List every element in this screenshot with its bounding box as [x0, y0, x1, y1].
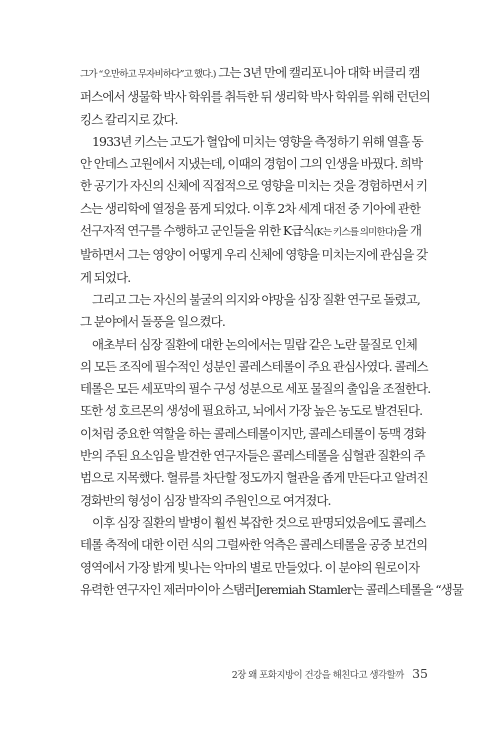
text-line — [80, 400, 434, 422]
text-run: 테롤 축적에 대한 이런 식의 그럴싸한 억측은 콜레스테롤을 공중 보건의 — [80, 537, 428, 553]
text-line — [80, 62, 434, 86]
text-line — [80, 131, 434, 153]
text-run: 킹스 칼리지로 갔다. — [80, 111, 178, 127]
text-run: 한 공기가 자신의 신체에 직접적으로 영향을 미치는 것을 경험하면서 키 — [80, 178, 428, 194]
text-run: 테롤은 모든 세포막의 필수 구성 성분으로 세포 물질의 출입을 조절한다. — [80, 381, 431, 397]
text-line — [80, 334, 434, 356]
text-run: 1933년 키스는 고도가 혈압에 미치는 영향을 측정하기 위해 열흘 동 — [92, 133, 423, 149]
text-line — [80, 534, 434, 556]
text-line — [80, 378, 434, 400]
text-run: 경화반의 형성이 심장 발작의 주원인으로 여겨졌다. — [80, 492, 331, 508]
text-run: 게 되었다. — [80, 269, 131, 285]
text-line — [80, 579, 464, 601]
text-line — [80, 220, 434, 244]
text-line — [80, 175, 434, 197]
text-run: 그는 3년 만에 캘리포니아 대학 버클리 캠 — [215, 65, 420, 80]
text-line — [80, 244, 434, 266]
text-line — [80, 86, 434, 108]
text-run: 발하면서 그는 영양이 어떻게 우리 신체에 영향을 미치는지에 관심을 갖 — [80, 247, 428, 263]
text-line — [80, 557, 434, 579]
text-run: 유력한 연구자인 제러마이아 스탬러Jeremiah Stamler는 콜레스테롤을 “생물 — [80, 581, 464, 597]
text-line — [80, 423, 434, 445]
text-run: 애초부터 심장 질환에 대한 논의에서는 밀랍 같은 노란 물질로 인체 — [92, 336, 417, 352]
text-run: 퍼스에서 생물학 박사 학위를 취득한 뒤 생리학 박사 학위를 위해 런던의 — [80, 89, 430, 105]
text-line — [80, 512, 434, 534]
text-line — [80, 109, 434, 131]
body-text — [80, 62, 464, 601]
text-run: 의 모든 조직에 필수적인 성분인 콜레스테롤이 주요 관심사였다. 콜레스 — [80, 358, 428, 374]
text-line — [80, 467, 434, 489]
text-run: 또한 성 호르몬의 생성에 필요하고, 뇌에서 가장 높은 농도로 발견된다. — [80, 403, 423, 419]
text-line — [80, 445, 434, 467]
text-run: 안 안데스 고원에서 지냈는데, 이때의 경험이 그의 인생을 바꿨다. 희박 — [80, 156, 423, 172]
text-run: 반의 주된 요소임을 발견한 연구자들은 콜레스테롤을 심혈관 질환의 주 — [80, 448, 425, 464]
text-line — [80, 198, 434, 220]
text-run: 이처럼 중요한 역할을 하는 콜레스테롤이지만, 콜레스테롤이 동맥 경화 — [80, 425, 426, 441]
text-line — [80, 267, 434, 289]
page-footer — [232, 666, 428, 681]
text-line — [80, 356, 434, 378]
text-line — [80, 153, 434, 175]
page-number: 35 — [412, 666, 428, 681]
text-line — [80, 490, 434, 512]
text-line — [80, 311, 434, 333]
text-run: 을 개 — [396, 223, 422, 239]
text-run: 범으로 지목했다. 혈류를 차단할 정도까지 혈관을 좁게 만든다고 알려진 — [80, 470, 428, 486]
small-text-run: (K는 키스를 의미한다) — [313, 227, 397, 239]
text-line — [80, 289, 434, 311]
text-run: 스는 생리학에 열정을 품게 되었다. 이후 2차 세계 대전 중 기아에 관한 — [80, 200, 421, 216]
running-footer-chapter: 2장 왜 포화지방이 건강을 해친다고 생각할까 — [231, 670, 404, 681]
text-run: 이후 심장 질환의 발병이 훨씬 복잡한 것으로 판명되었음에도 콜레스 — [92, 514, 426, 530]
text-run: 선구자적 연구를 수행하고 군인들을 위한 K급식 — [80, 223, 314, 239]
text-run: 영역에서 가장 밝게 빛나는 악마의 별로 만들었다. 이 분야의 원로이자 — [80, 559, 420, 575]
small-text-run: 그가 “오만하고 무자비하다”고 했다.) — [80, 69, 216, 80]
text-run: 그 분야에서 돌풍을 일으켰다. — [80, 314, 225, 330]
text-run: 그리고 그는 자신의 불굴의 의지와 야망을 심장 질환 연구로 돌렸고, — [92, 291, 420, 307]
